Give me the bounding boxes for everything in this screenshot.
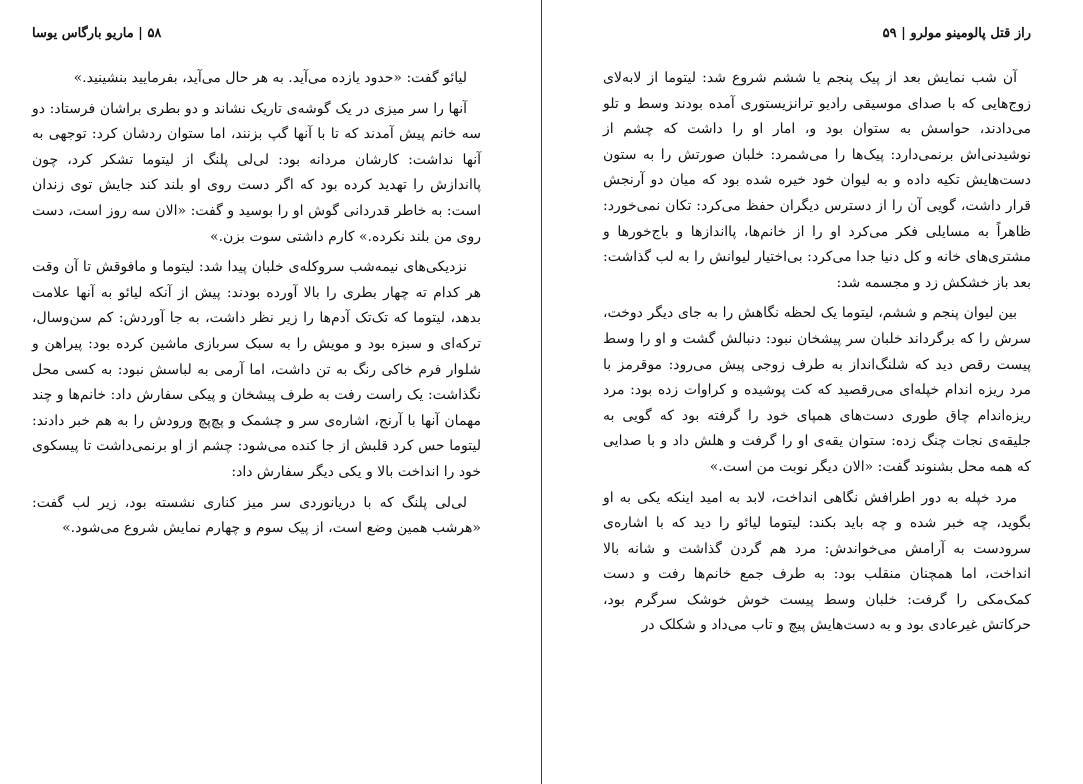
left-paragraph-2: آنها را سر میزی در یک گوشه‌ی تاریک نشاند و دو بطری براشان فرستاد: دو سه خانم پیش آمدند که تا با آنها گپ بزنند، اما ستوان ردشان کرد: توجهی به آنها نداشت: کارشان مردانه بود: لی‌لی پلنگ از لیتوما تشکر کرد، چون پااندازش را تهدید کرده بود که اگر دست روی او بلند کند جایش توی زندان است: به خاطر قدردانی گوش او را بوسید و گفت: «الان سه روز است، دست روی من بلند نکرده.» کارم داشتی سوت بزن.» (32, 100, 481, 245)
left-running-head: ۵۸ | ماریو بارگاس یوسا (32, 26, 162, 41)
left-paragraph-3: نزدیکی‌های نیمه‌شب سروکله‌ی خلبان پیدا شد: لیتوما و مافوقش تا آن وقت هر کدام ته چهار بطری را بالا آورده بودند: پیش از آنکه لیائو به آنها علامت بدهد، لیتوما که تک‌تک آدم‌ها را زیر نظر داشت، به جا آوردش: کم سن‌وسال، ترکه‌ای و سبزه بود و مویش را به سبک سربازی ماشین کرده بود: پیراهن و شلوار فرم خاکی رنگ به تن داشت، اما آرمی به لباسش نبود: به کسی محل نگذاشت: یک راست رفت به طرف پیشخان و پیکی سفارش داد: خانم‌ها و چند مهمان آنها با آرنج، اشاره‌ی سر و چشمک و پچ‌پچ ورودش را به هم خبر دادند: لیتوما حس کرد قلبش از جا کنده می‌شود: چشم از او برنمی‌داشت تا پیسکوی خود را انداخت بالا و یکی دیگر سفارش داد: (32, 259, 481, 480)
left-page-body (32, 66, 481, 542)
left-page (0, 0, 541, 784)
right-paragraph-3: مرد خپله به دور اطرافش نگاهی انداخت، لابد به امید اینکه یکی به او بگوید، چه خبر شده و چه باید بکند: لیتوما لیائو را دید که با اشاره‌ی سرودست به آرامش می‌خواندش: مرد هم گردن گذاشت و شانه بالا انداخت، اما همچنان منقلب بود: به طرف جمع خانم‌ها رفت و دست کمک‌مکی را گرفت: خلبان وسط پیست خوش خوشک سرگرم بود، حرکاتش غیرعادی بود و به دست‌هایش پیچ و تاب می‌داد و شکلک در (603, 489, 1031, 634)
right-paragraph-2: بین لیوان پنجم و ششم، لیتوما یک لحظه نگاهش را به جای دیگر دوخت، سرش را که برگرداند خلبان سر پیشخان نبود: دنبالش گشت و او را وسط پیست رقص دید که شلنگ‌انداز به طرف زوجی پیش می‌رود: موقرمز با مرد ریزه اندام خپله‌ای می‌رقصید که کت پوشیده و کراوات زده بود: مرد ریزه‌اندام چاق طوری دست‌های همپای خود را گرفته بود که گویی به جلیقه‌ی نجات چنگ زده: ستوان یقه‌ی او را گرفت و هلش داد و با صدایی که همه محل بشنوند گفت: «الان دیگر نوبت من است.» (603, 305, 1031, 475)
right-running-head: راز قتل پالومینو مولرو | ۵۹ (882, 26, 1031, 41)
right-page (541, 0, 1083, 784)
right-paragraph-1: آن شب نمایش بعد از پیک پنجم یا ششم شروع شد: لیتوما از لابه‌لای زوج‌هایی که با صدای موسیقی رادیو ترانزیستوری آمده بودند وسط و تلو می‌دادند، حواسش به ستوان بود و، امار او را داشت که چشم از نوشیدنی‌اش برنمی‌دارد: پیک‌ها را می‌شمرد: خلبان صورتش را به ستون دست‌هایش تکیه داده و به لیوان خود خیره شده بود که میان دو آرنجش قرار داشت، گویی آن را از دسترس دیگران حفظ می‌کرد: تکان نمی‌خورد: ظاهراً به مسایلی فکر می‌کرد او را از خانم‌ها، پااندازها و باج‌خورها و مشتری‌های خانه و کل دنیا جدا می‌کرد: بی‌اختیار لیوانش را به لب گذاشت: بعد باز خشکش زد و مجسمه شد: (603, 70, 1031, 291)
left-paragraph-4: لی‌لی پلنگ که با دریانوردی سر میز کناری نشسته بود، زیر لب گفت: «هرشب همین وضع است، از پیک سوم و چهارم نمایش شروع می‌شود.» (32, 494, 481, 537)
left-paragraph-1: لیائو گفت: «حدود یازده می‌آید. به هر حال می‌آید، بفرمایید بنشینید.» (73, 70, 467, 86)
right-page-body (603, 66, 1031, 639)
